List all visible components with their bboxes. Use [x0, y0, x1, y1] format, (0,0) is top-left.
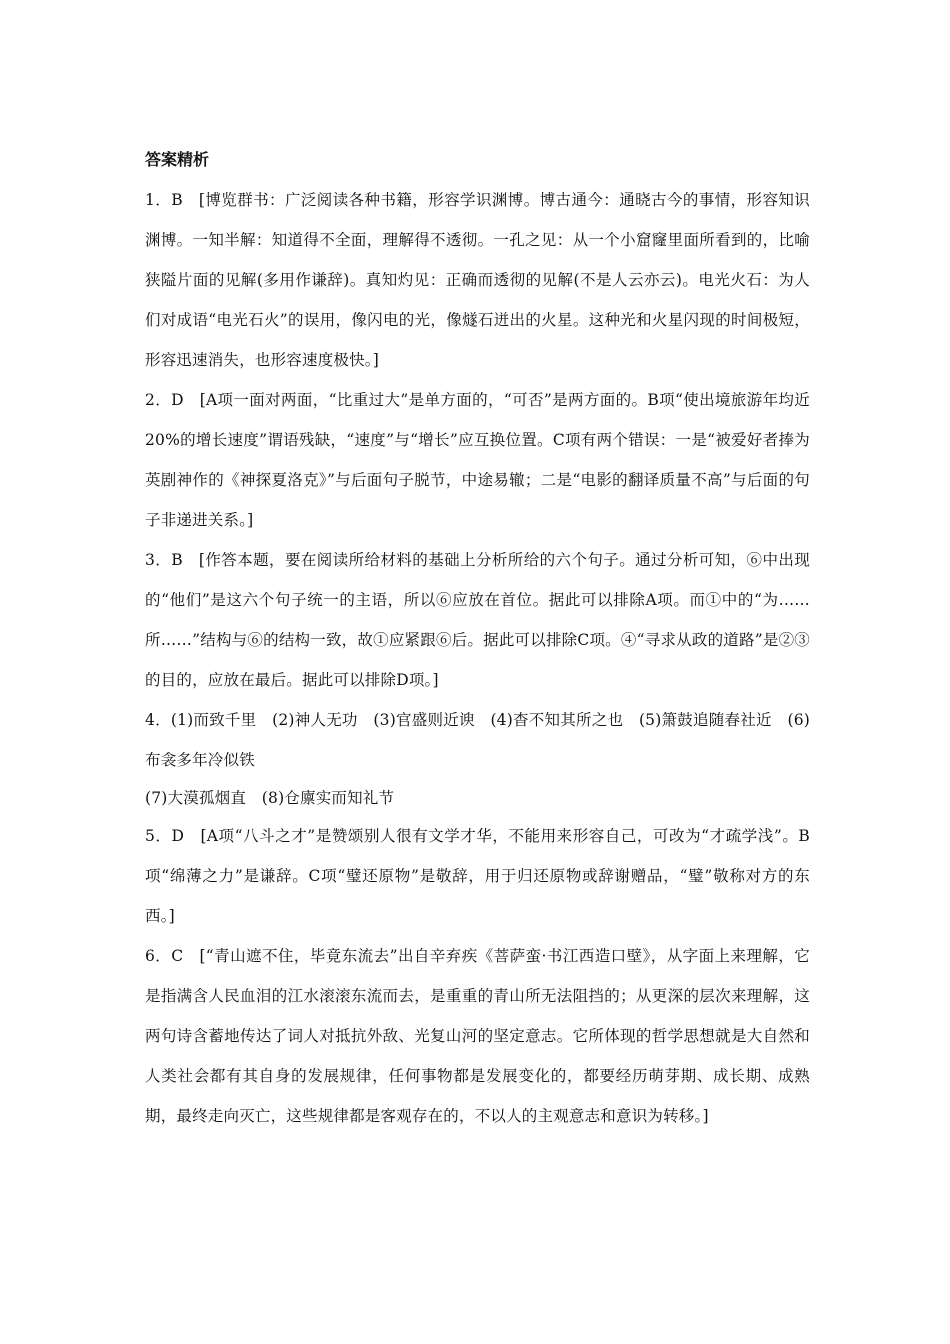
answer-page — [145, 140, 810, 1136]
answer-item-5: 5．D [A项“八斗之才”是赞颂别人很有文学才华，不能用来形容自己，可改为“才疏学浅”。B项“绵薄之力”是谦辞。C项“璧还原物”是敬辞，用于归还原物或辞谢赠品，“璧”敬称对方的东西。] — [145, 827, 810, 925]
section-heading: 答案精析 — [145, 150, 210, 169]
answer-item-6: 6．C [“青山遮不住，毕竟东流去”出自辛弃疾《菩萨蛮·书江西造口壁》，从字面上来理解，它是指满含人民血泪的江水滚滚东流而去，是重重的青山所无法阻挡的；从更深的层次来理解，这两句诗含蓄地传达了词人对抵抗外敌、光复山河的坚定意志。它所体现的哲学思想就是大自然和人类社会都有其自身的发展规律，任何事物都是发展变化的，都要经历萌芽期、成长期、成熟期，最终走向灭亡，这些规律都是客观存在的，不以人的主观意志和意识为转移。] — [145, 947, 810, 1125]
answer-item-1: 1．B [博览群书：广泛阅读各种书籍，形容学识渊博。博古通今：通晓古今的事情，形容知识渊博。一知半解：知道得不全面，理解得不透彻。一孔之见：从一个小窟窿里面所看到的，比喻狭隘片面的见解(多用作谦辞)。真知灼见：正确而透彻的见解(不是人云亦云)。电光火石：为人们对成语“电光石火”的误用，像闪电的光，像燧石迸出的火星。这种光和火星闪现的时间极短，形容迅速消失，也形容速度极快。] — [145, 191, 810, 369]
answer-item-4-continued: (7)大漠孤烟直 (8)仓廪实而知礼节 — [145, 789, 395, 807]
answer-item-3: 3．B [作答本题，要在阅读所给材料的基础上分析所给的六个句子。通过分析可知，⑥中出现的“他们”是这六个句子统一的主语，所以⑥应放在首位。据此可以排除A项。而①中的“为……所……”结构与⑥的结构一致，故①应紧跟⑥后。据此可以排除C项。④“寻求从政的道路”是②③的目的，应放在最后。据此可以排除D项。] — [145, 551, 810, 689]
answer-item-2: 2．D [A项一面对两面，“比重过大”是单方面的，“可否”是两方面的。B项“使出境旅游年均近20%的增长速度”谓语残缺，“速度”与“增长”应互换位置。C项有两个错误：一是“被爱好者捧为英剧神作的《神探夏洛克》”与后面句子脱节，中途易辙；二是“电影的翻译质量不高”与后面的句子非递进关系。] — [145, 391, 810, 529]
answer-item-4: 4．(1)而致千里 (2)神人无功 (3)官盛则近谀 (4)杳不知其所之也 (5)箫鼓追随春社近 (6)布衾多年冷似铁 — [145, 711, 810, 769]
